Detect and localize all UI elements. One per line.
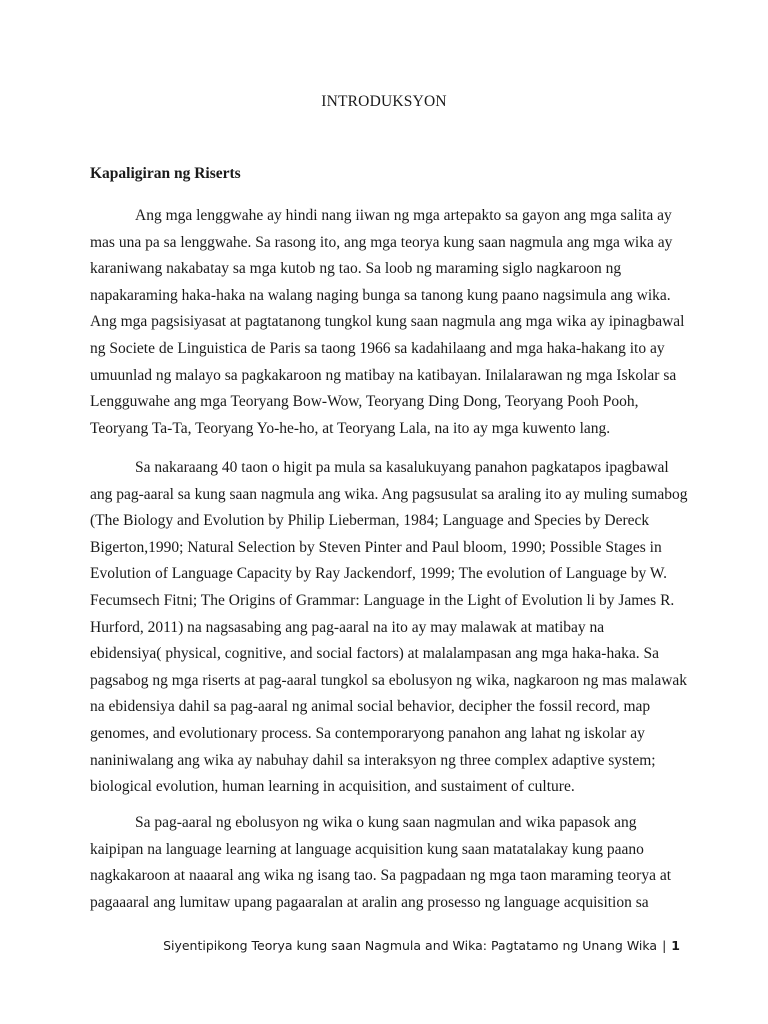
paragraph-line: pagaaaral ang lumitaw upang pagaaralan at aralin ang prosesso ng language acquisition sa	[90, 893, 649, 911]
paragraph-line: napakaraming haka-haka na walang naging bunga sa tanong kung paano nagsimula ang wika.	[90, 286, 671, 304]
paragraph-line: ebidensiya( physical, cognitive, and social factors) at malalampasan ang mga haka-haka. Sa	[90, 645, 659, 663]
paragraph-line: pagsabog ng mga riserts at pag-aaral tungkol sa ebolusyon ng wika, nagkaroon ng mas malawak	[90, 671, 688, 689]
paragraph-line: umuunlad ng malayo sa pagkakaroon ng matibay na katibayan. Inilalarawan ng mga Iskolar sa	[90, 366, 677, 384]
paragraph-line: nagkakaroon at naaaral ang wika ng isang tao. Sa pagpadaan ng mga taon maraming teorya at	[90, 867, 672, 885]
footer-running-title: Siyentipikong Teorya kung saan Nagmula and Wika: Pagtatamo ng Unang Wika	[163, 938, 658, 953]
paragraph-line: ng Societe de Linguistica de Paris sa taong 1966 sa kadahilaang and mga haka-hakang ito ay	[90, 339, 665, 357]
paragraph-1	[90, 203, 684, 442]
paragraph-line: genomes, and evolutionary process. Sa contemporaryong panahon ang lahat ng iskolar ay	[90, 724, 645, 742]
paragraph-line: Bigerton,1990; Natural Selection by Steven Pinter and Paul bloom, 1990; Possible Stages in	[90, 538, 662, 556]
paragraph-line: Evolution of Language Capacity by Ray Jackendorf, 1999; The evolution of Language by W.	[90, 565, 667, 583]
document-title: INTRODUKSYON	[321, 93, 447, 110]
paragraph-line: na ebidensiya dahil sa pag-aaral ng animal social behavior, decipher the fossil record, map	[90, 698, 651, 716]
paragraph-line: kaipipan na language learning at language acquisition kung saan matatalakay kung paano	[90, 840, 644, 858]
paragraph-line: Ang mga pagsisiyasat at pagtatanong tungkol kung saan nagmula ang mga wika ay ipinagbawal	[90, 313, 685, 331]
paragraph-line: (The Biology and Evolution by Philip Lieberman, 1984; Language and Species by Dereck	[90, 512, 650, 530]
paragraph-line: Fecumsech Fitni; The Origins of Grammar: Language in the Light of Evolution li by James R.	[90, 591, 675, 609]
paragraph-line: ang pag-aaral sa kung saan nagmula ang wika. Ang pagsusulat sa araling ito ay muling sumabog	[90, 485, 688, 503]
paragraph-line: Ang mga lenggwahe ay hindi nang iiwan ng mga artepakto sa gayon ang mga salita ay	[135, 207, 672, 224]
paragraph-line: naniniwalang ang wika ay nabuhay dahil sa interaksyon ng three complex adaptive system;	[90, 751, 656, 769]
paragraph-line: Sa pag-aaral ng ebolusyon ng wika o kung saan nagmulan and wika papasok ang	[135, 814, 637, 831]
paragraph-line: karaniwang nakabatay sa mga kutob ng tao. Sa loob ng maraming siglo nagkaroon ng	[90, 260, 622, 278]
paragraph-2	[90, 455, 687, 801]
page-number: 1	[671, 938, 680, 953]
paragraph-3	[90, 810, 671, 916]
section-heading: Kapaligiran ng Riserts	[90, 165, 241, 182]
page-footer	[0, 938, 680, 953]
paragraph-line: Hurford, 2011) na nagsasabing ang pag-aaral na ito ay may malawak at matibay na	[90, 618, 605, 636]
paragraph-line: Teoryang Ta-Ta, Teoryang Yo-he-ho, at Teoryang Lala, na ito ay mga kuwento lang.	[90, 419, 611, 437]
paragraph-line: Lengguwahe ang mga Teoryang Bow-Wow, Teoryang Ding Dong, Teoryang Pooh Pooh,	[90, 393, 639, 411]
paragraph-line: Sa nakaraang 40 taon o higit pa mula sa kasalukuyang panahon pagkatapos ipagbawal	[135, 459, 669, 476]
paragraph-line: biological evolution, human learning in acquisition, and sustaiment of culture.	[90, 778, 575, 796]
paragraph-line: mas una pa sa lenggwahe. Sa rasong ito, ang mga teorya kung saan nagmula ang mga wika ay	[90, 233, 673, 251]
footer-separator: |	[662, 938, 667, 953]
